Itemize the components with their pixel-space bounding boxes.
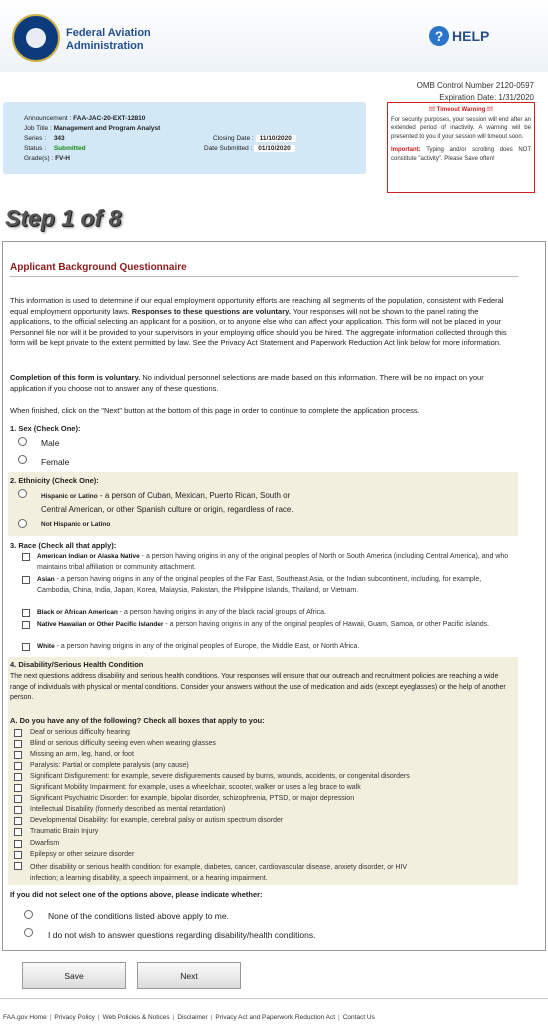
- disability-other-option: [30, 862, 407, 884]
- when-finished-text: When finished, click on the "Next" button at the bottom of this page in order to continue to complete the application process.: [10, 406, 420, 415]
- help-label: HELP: [452, 28, 490, 44]
- decline-answer-label: I do not wish to answer questions regarding disability/health conditions.: [48, 930, 316, 940]
- footer-link-contact-us[interactable]: Contact Us: [342, 1014, 375, 1021]
- next-button[interactable]: Next: [137, 962, 241, 989]
- announcement-value: FAA-JAC-20-EXT-12810: [73, 115, 146, 122]
- disability-epilepsy-label: Epilepsy or other seizure disorder: [30, 851, 135, 858]
- disability-tbi-label: Traumatic Brain Injury: [30, 828, 99, 835]
- question-icon: ?: [429, 26, 449, 46]
- disability-blind-checkbox[interactable]: [14, 740, 22, 748]
- footer-separator: |: [49, 1014, 52, 1021]
- title-divider: [10, 276, 518, 277]
- intro-text-2: Your responses will not be shown to the panel rating the applications, to the official selecting an applicant for a position, or to anyone else who can affect your application. This form will not be placed in your Personnel file nor will it be provided to your supervisors in your employing office should you be hired. The aggregate information collected through this form will be kept private to the extent permitted by law. See the Privacy Act Statement and Paperwork Reduction Act link below for more information.: [10, 306, 507, 347]
- footer-link-disclaimer[interactable]: Disclaimer: [177, 1014, 208, 1021]
- race-pacific-islander-desc: - a person having origins in any of the original peoples of Hawaii, Guam, Samoa, or other Pacific islands.: [163, 621, 490, 628]
- page-title: Applicant Background Questionnaire: [10, 262, 187, 273]
- grade-value: FV-H: [55, 155, 70, 162]
- disability-developmental-checkbox[interactable]: [14, 817, 22, 825]
- footer-link-web-policies[interactable]: Web Policies & Notices: [102, 1014, 170, 1021]
- race-american-indian-label: American Indian or Alaska Native: [37, 553, 140, 560]
- org-name-line1: Federal Aviation: [66, 27, 151, 39]
- help-link[interactable]: [429, 26, 489, 46]
- ethnicity-not-hispanic-label: Not Hispanic or Latino: [41, 521, 111, 528]
- ethnicity-hispanic-label: Hispanic or Latino: [41, 493, 98, 500]
- status-badge: Submitted: [53, 145, 86, 152]
- status-row: [24, 145, 86, 152]
- race-white-option: [37, 642, 515, 653]
- completion-paragraph: [10, 373, 518, 394]
- ethnicity-hispanic-desc-2: Central American, or other Spanish culture or origin, regardless of race.: [41, 504, 294, 514]
- step-indicator: Step 1 of 8: [5, 205, 122, 231]
- none-apply-radio[interactable]: [24, 910, 33, 919]
- announcement-row: [24, 115, 145, 122]
- race-asian-option: [37, 575, 515, 596]
- disability-deaf-label: Deaf or serious difficulty hearing: [30, 729, 130, 736]
- race-white-checkbox[interactable]: [22, 643, 30, 651]
- disability-missing-limb-checkbox[interactable]: [14, 751, 22, 759]
- race-pacific-islander-option: [37, 620, 515, 631]
- faa-logo: [12, 14, 60, 62]
- disability-epilepsy-checkbox[interactable]: [14, 851, 22, 859]
- date-submitted-label: Date Submitted :: [204, 145, 253, 152]
- closing-date-label: Closing Date :: [213, 135, 254, 142]
- race-asian-label: Asian: [37, 576, 55, 583]
- disability-sub-heading: A. Do you have any of the following? Check all boxes that apply to you:: [10, 716, 265, 725]
- race-american-indian-option: [37, 552, 515, 573]
- footer-separator: |: [210, 1014, 213, 1021]
- job-title-label: Job Title :: [24, 125, 52, 132]
- disability-tbi-checkbox[interactable]: [14, 828, 22, 836]
- omb-info: [417, 80, 534, 104]
- footer-link-privacy-act[interactable]: Privacy Act and Paperwork Reduction Act: [215, 1014, 336, 1021]
- race-white-desc: - a person having origins in any of the original peoples of Europe, the Middle East, or North Africa.: [54, 643, 360, 650]
- sex-heading: 1. Sex (Check One):: [10, 424, 81, 433]
- disability-mobility-label: Significant Mobility Impairment: for example, uses a wheelchair, scooter, walker or uses a leg brace to walk: [30, 784, 361, 791]
- job-title-value: Management and Program Analyst: [53, 125, 161, 132]
- decline-answer-radio[interactable]: [24, 928, 33, 937]
- disability-other-label-2: infection; a learning disability, a speech impairment, or a hearing impairment.: [30, 875, 268, 882]
- timeout-body: For security purposes, your session will end after an extended period of inactivity. A warning will be presented to you if your session will timeout soon.: [391, 116, 531, 140]
- omb-control-number: OMB Control Number 2120-0597: [416, 81, 534, 90]
- race-asian-desc: - a person having origins in any of the original peoples of the Far East, Southeast Asia, or the Indian subcontinent, including, for example, Cambodia, China, India, Japan, Korea, Malaysia, Pakistan, the Philippine Islands, Thailand, or Vietnam.: [37, 576, 482, 594]
- race-black-label: Black or African American: [37, 609, 118, 616]
- series-row: [24, 135, 65, 142]
- intro-text-1: This information is used to determine if our equal employment opportunity efforts are reaching all segments of the population, consistent with Federal equal employment opportunity laws.: [10, 296, 504, 316]
- disability-disfigurement-label: Significant Disfigurement: for example, severe disfigurements caused by burns, wounds, accidents, or congenital disorders: [30, 773, 410, 780]
- footer-link-privacy-policy[interactable]: Privacy Policy: [54, 1014, 95, 1021]
- grade-label: Grade(s) :: [24, 155, 54, 162]
- org-name-line2: Administration: [66, 40, 144, 52]
- disability-developmental-label: Developmental Disability: for example, cerebral palsy or autism spectrum disorder: [30, 817, 284, 824]
- intro-paragraph: [10, 296, 518, 349]
- race-black-checkbox[interactable]: [22, 609, 30, 617]
- race-black-option: [37, 608, 515, 619]
- disability-dwarfism-label: Dwarfism: [30, 840, 60, 847]
- race-american-indian-desc: - a person having origins in any of the original peoples of North or South America (including Central America), and who maintains tribal affiliation or community attachment.: [37, 553, 509, 571]
- disability-intellectual-label: Intellectual Disability (formerly described as mental retardation): [30, 806, 226, 813]
- race-american-indian-checkbox[interactable]: [22, 553, 30, 561]
- ethnicity-heading: 2. Ethnicity (Check One):: [10, 476, 99, 485]
- closing-date-value: 11/10/2020: [256, 135, 296, 142]
- footer-links: [3, 1014, 375, 1021]
- sex-female-radio[interactable]: [18, 455, 27, 464]
- disability-other-checkbox[interactable]: [14, 862, 22, 870]
- disability-psychiatric-label: Significant Psychiatric Disorder: for example, bipolar disorder, schizophrenia, PTSD, or major depression: [30, 795, 355, 802]
- timeout-important-body: Typing and/or scrolling does NOT constitute "activity". Please Save often!: [391, 147, 532, 162]
- footer-separator: |: [97, 1014, 100, 1021]
- disability-missing-limb-label: Missing an arm, leg, hand, or foot: [30, 751, 134, 758]
- race-asian-checkbox[interactable]: [22, 576, 30, 584]
- intro-text-bold: Responses to these questions are voluntary.: [131, 306, 291, 316]
- disability-deaf-checkbox[interactable]: [14, 729, 22, 737]
- timeout-title: !!! Timeout Warning !!!: [429, 107, 493, 113]
- none-heading: If you did not select one of the options above, please indicate whether:: [10, 890, 263, 899]
- race-pacific-islander-label: Native Hawaiian or Other Pacific Islander: [37, 621, 164, 628]
- race-white-label: White: [37, 643, 55, 650]
- completion-text: No individual personnel selections are made based on this information. There will be no impact on your application if you choose not to answer any of these questions.: [10, 373, 484, 393]
- disability-other-label-1: Other disability or serious health condition: for example, diabetes, cancer, cardiovascular disease, anxiety disorder, or HIV: [30, 864, 408, 871]
- job-title-row: [24, 125, 160, 132]
- race-black-desc: - a person having origins in any of the black racial groups of Africa.: [117, 609, 326, 616]
- status-label: Status :: [24, 145, 47, 152]
- ethnicity-hispanic-desc-1: - a person of Cuban, Mexican, Puerto Rican, South or: [97, 491, 291, 500]
- date-submitted-row: [204, 145, 295, 152]
- disability-blind-label: Blind or serious difficulty seeing even when wearing glasses: [30, 740, 216, 747]
- timeout-important-label: Important:: [391, 147, 421, 153]
- org-name: [66, 27, 151, 53]
- series-label: Series :: [24, 135, 47, 142]
- job-info-panel: [3, 102, 366, 174]
- disability-mobility-checkbox[interactable]: [14, 784, 22, 792]
- omb-expiration: Expiration Date: 1/31/2020: [439, 93, 534, 102]
- disability-intellectual-checkbox[interactable]: [14, 806, 22, 814]
- timeout-warning: [387, 102, 535, 193]
- disability-heading: 4. Disability/Serious Health Condition: [10, 660, 144, 669]
- date-submitted-value: 01/10/2020: [254, 145, 295, 152]
- ethnicity-hispanic-radio[interactable]: [18, 489, 27, 498]
- series-value: 343: [53, 135, 65, 142]
- save-button[interactable]: Save: [22, 962, 126, 989]
- timeout-important: [391, 146, 531, 163]
- race-pacific-islander-checkbox[interactable]: [22, 621, 30, 629]
- footer-link-faa-home[interactable]: FAA.gov Home: [3, 1014, 47, 1021]
- ethnicity-hispanic-option: [41, 490, 511, 516]
- footer-divider: [0, 998, 548, 999]
- disability-intro: The next questions address disability and serious health conditions. Your responses will ensure that our outreach and recruitment policies are reaching a wide range of individuals with physical or mental conditions. Consider your answers without the use of medication and aids (except eyeglasses) or the help of another person.: [10, 673, 506, 701]
- closing-date-row: [213, 135, 296, 142]
- completion-bold: Completion of this form is voluntary.: [10, 373, 141, 382]
- footer-separator: |: [338, 1014, 340, 1021]
- ethnicity-not-hispanic-radio[interactable]: [18, 519, 27, 528]
- disability-paralysis-label: Paralysis: Partial or complete paralysis (any cause): [30, 762, 189, 769]
- sex-male-radio[interactable]: [18, 437, 27, 446]
- sex-male-label: Male: [41, 438, 60, 448]
- footer-separator: |: [172, 1014, 175, 1021]
- race-heading: 3. Race (Check all that apply):: [10, 541, 117, 550]
- grade-row: [24, 155, 70, 162]
- disability-paralysis-checkbox[interactable]: [14, 762, 22, 770]
- disability-dwarfism-checkbox[interactable]: [14, 840, 22, 848]
- sex-female-label: Female: [41, 457, 70, 467]
- announcement-label: Announcement :: [24, 115, 72, 122]
- disability-disfigurement-checkbox[interactable]: [14, 773, 22, 781]
- none-apply-label: None of the conditions listed above apply to me.: [48, 911, 229, 921]
- disability-psychiatric-checkbox[interactable]: [14, 795, 22, 803]
